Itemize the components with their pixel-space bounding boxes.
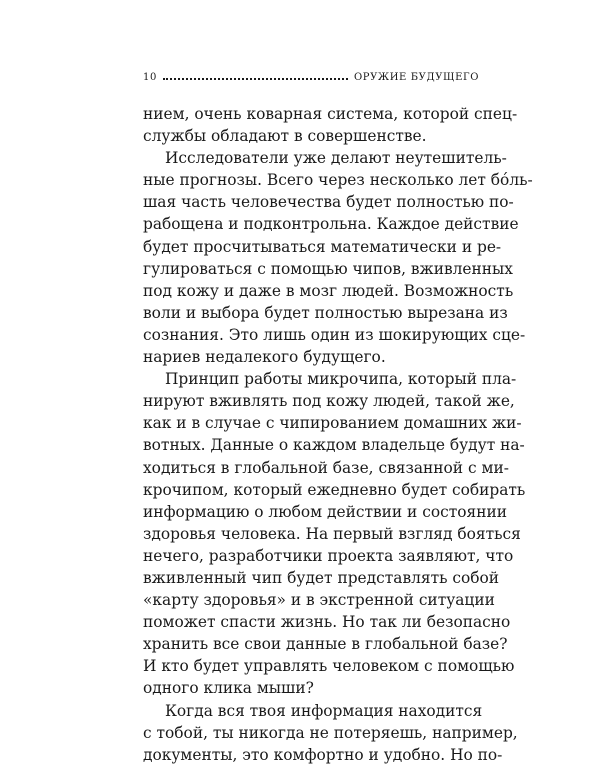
text-line: Исследователи уже делают неутешитель- (165, 149, 507, 168)
text-line: хранить все свои данные в глобальной базе? (143, 635, 508, 654)
text-line: поможет спасти жизнь. Но так ли безопасно (143, 613, 511, 632)
dot-leader (163, 70, 348, 80)
text-line: документы, это комфортно и удобно. Но по- (143, 745, 503, 764)
text-line: воли и выбора будет полностью вырезана из (143, 303, 508, 322)
text-line: информацию о любом действии и состоянии (143, 502, 507, 521)
text-line: сознания. Это лишь один из шокирующих сце- (143, 325, 526, 344)
page-number: 10 (143, 72, 157, 83)
running-title: ОРУЖИЕ БУДУЩЕГО (353, 72, 479, 83)
text-line: службы обладают в совершенстве. (143, 127, 427, 146)
body-text (143, 103, 533, 766)
text-line: рабощена и подконтрольна. Каждое действие (143, 215, 519, 234)
text-line: одного клика мыши? (143, 679, 314, 698)
text-line: крочипом, который ежедневно будет собирать (143, 480, 526, 499)
text-line: шая часть человечества будет полностью по- (143, 193, 514, 212)
text-line: нариев недалекого будущего. (143, 348, 386, 367)
running-header (143, 70, 479, 86)
text-line: под кожу и даже в мозг людей. Возможность (143, 281, 514, 300)
text-line: нечего, разработчики проекта заявляют, что (143, 546, 514, 565)
text-line: с тобой, ты никогда не потеряешь, например, (143, 723, 518, 742)
text-line: нием, очень коварная система, которой спец- (143, 105, 518, 123)
text-line: ные прогнозы. Всего через несколько лет бóль- (143, 171, 533, 190)
text-line: гулироваться с помощью чипов, вживленных (143, 259, 513, 278)
text-line: вживленный чип будет представлять собой (143, 568, 500, 587)
text-line: И кто будет управлять человеком с помощью (143, 657, 515, 676)
text-line: Когда вся твоя информация находится (165, 701, 483, 720)
text-line: здоровья человека. На первый взгляд бояться (143, 524, 521, 543)
text-line: будет просчитываться математически и ре- (143, 237, 502, 256)
text-line: ходиться в глобальной базе, связанной с ми- (143, 458, 509, 477)
text-line: как и в случае с чипированием домашних жи- (143, 414, 522, 433)
text-line: «карту здоровья» и в экстренной ситуации (143, 591, 495, 610)
text-line: вотных. Данные о каждом владельце будут на- (143, 436, 525, 455)
text-line: нируют вживлять под кожу людей, такой же, (143, 392, 515, 411)
text-line: Принцип работы микрочипа, который пла- (165, 370, 517, 389)
